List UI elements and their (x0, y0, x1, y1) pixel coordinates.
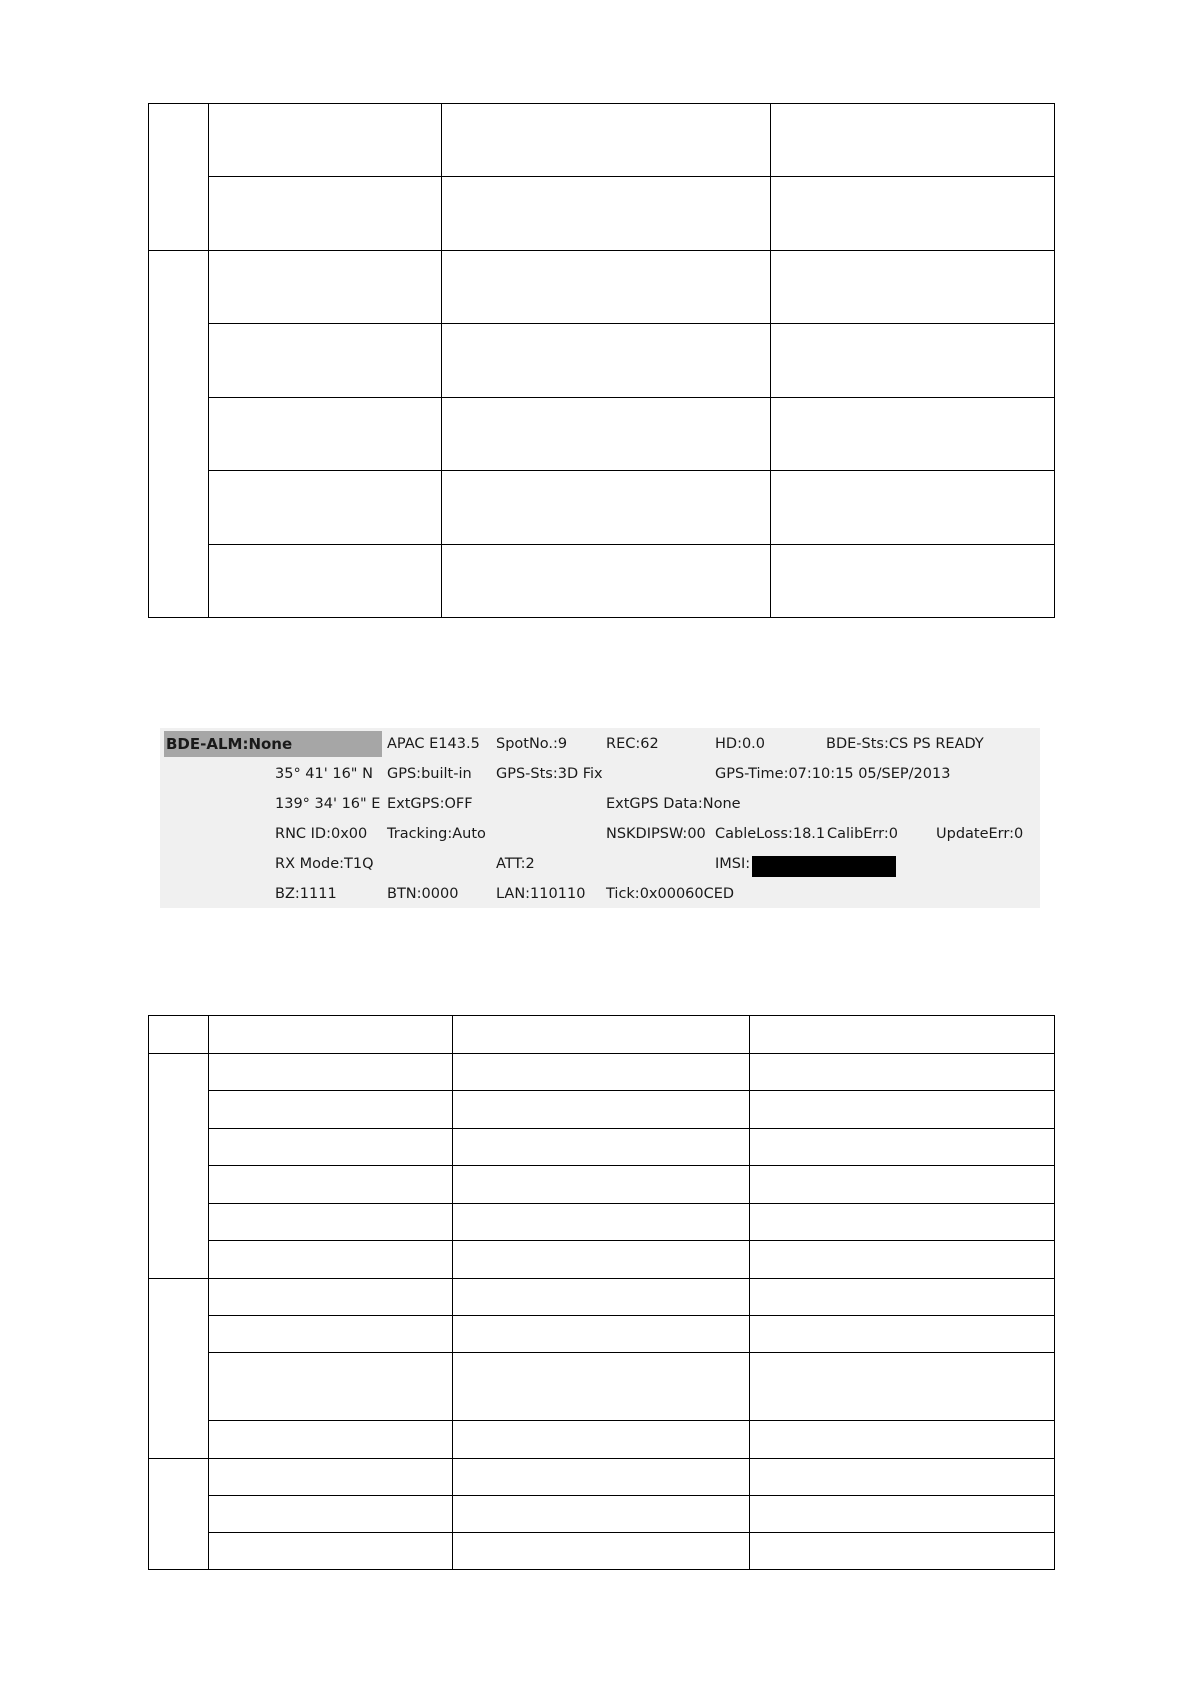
table-row (149, 1054, 1055, 1091)
table-cell (750, 1279, 1055, 1316)
table-cell (209, 545, 442, 618)
table-cell (453, 1166, 750, 1204)
table-row (149, 1166, 1055, 1204)
table-cell (750, 1054, 1055, 1091)
gps-source-label: GPS:built-in (387, 766, 472, 782)
table-row (149, 104, 1055, 177)
group-cell (149, 1054, 209, 1279)
table-cell (209, 471, 442, 545)
table-cell (209, 1459, 453, 1496)
table-cell (453, 1054, 750, 1091)
table-cell (442, 251, 771, 324)
table-row (149, 1091, 1055, 1129)
table-cell (209, 1316, 453, 1353)
table-row (149, 1129, 1055, 1166)
table-cell (442, 177, 771, 251)
rec-label: REC:62 (606, 736, 659, 752)
update-err-label: UpdateErr:0 (936, 826, 1024, 842)
table-cell (771, 104, 1055, 177)
table-cell (750, 1459, 1055, 1496)
table-cell (442, 398, 771, 471)
table-cell (209, 104, 442, 177)
table-cell (209, 398, 442, 471)
table-row (149, 545, 1055, 618)
table-cell (209, 251, 442, 324)
group-cell (149, 1279, 209, 1459)
table-cell (453, 1459, 750, 1496)
table-cell (750, 1496, 1055, 1533)
table-cell (453, 1279, 750, 1316)
table-cell (453, 1421, 750, 1459)
table-cell (453, 1091, 750, 1129)
table-cell (750, 1241, 1055, 1279)
table-row (149, 1316, 1055, 1353)
imsi-redaction-bar (752, 856, 896, 877)
table-cell (209, 1496, 453, 1533)
table-cell (442, 545, 771, 618)
table-cell (442, 324, 771, 398)
table-cell (453, 1316, 750, 1353)
rx-mode-label: RX Mode:T1Q (275, 856, 374, 872)
latitude-label: 35° 41' 16" N (275, 766, 373, 782)
att-label: ATT:2 (496, 856, 535, 872)
table-cell (750, 1533, 1055, 1570)
table-cell (453, 1129, 750, 1166)
table-cell (209, 1204, 453, 1241)
table-cell (750, 1091, 1055, 1129)
table-row (149, 398, 1055, 471)
table-row (149, 1421, 1055, 1459)
table-header-row (149, 1016, 1055, 1054)
table-cell (209, 1129, 453, 1166)
table-cell (209, 1353, 453, 1421)
top-table (148, 103, 1055, 618)
group-cell (149, 1459, 209, 1570)
table-cell (453, 1204, 750, 1241)
tick-label: Tick:0x00060CED (606, 886, 735, 902)
table-cell (453, 1533, 750, 1570)
table-cell (209, 177, 442, 251)
table-cell (209, 1016, 453, 1054)
table-cell (771, 251, 1055, 324)
group-cell (149, 251, 209, 618)
table-cell (209, 1421, 453, 1459)
alarm-label: BDE-ALM:None (164, 731, 382, 757)
table-cell (750, 1016, 1055, 1054)
table-cell (209, 1091, 453, 1129)
table-cell (771, 471, 1055, 545)
table-cell (209, 1166, 453, 1204)
table-cell (209, 324, 442, 398)
table-row (149, 251, 1055, 324)
table-row (149, 1204, 1055, 1241)
table-cell (771, 177, 1055, 251)
table-cell (149, 1016, 209, 1054)
ext-gps-data-label: ExtGPS Data:None (606, 796, 741, 812)
table-cell (750, 1166, 1055, 1204)
bz-label: BZ:1111 (275, 886, 337, 902)
table-cell (453, 1496, 750, 1533)
table-cell (771, 545, 1055, 618)
spot-label: SpotNo.:9 (496, 736, 568, 752)
table-cell (442, 471, 771, 545)
table-cell (209, 1241, 453, 1279)
table-cell (750, 1353, 1055, 1421)
table-cell (209, 1533, 453, 1570)
status-panel (160, 728, 1040, 908)
table-cell (771, 324, 1055, 398)
table-row (149, 1533, 1055, 1570)
gps-status-label: GPS-Sts:3D Fix (496, 766, 603, 782)
imsi-label: IMSI: (715, 856, 751, 872)
table-row (149, 177, 1055, 251)
hd-label: HD:0.0 (715, 736, 766, 752)
ext-gps-label: ExtGPS:OFF (387, 796, 473, 812)
table-row (149, 1279, 1055, 1316)
calib-err-label: CalibErr:0 (827, 826, 898, 842)
table-cell (750, 1204, 1055, 1241)
longitude-label: 139° 34' 16" E (275, 796, 381, 812)
table-cell (750, 1421, 1055, 1459)
table-row (149, 471, 1055, 545)
table-row (149, 324, 1055, 398)
rnc-id-label: RNC ID:0x00 (275, 826, 368, 842)
table-row (149, 1496, 1055, 1533)
group-cell (149, 104, 209, 251)
tracking-label: Tracking:Auto (387, 826, 486, 842)
btn-label: BTN:0000 (387, 886, 459, 902)
table-cell (453, 1016, 750, 1054)
table-cell (750, 1129, 1055, 1166)
table-row (149, 1459, 1055, 1496)
satellite-label: APAC E143.5 (387, 736, 480, 752)
nskdipsw-label: NSKDIPSW:00 (606, 826, 706, 842)
lan-label: LAN:110110 (496, 886, 586, 902)
gps-time-label: GPS-Time:07:10:15 05/SEP/2013 (715, 766, 951, 782)
bottom-table (148, 1015, 1055, 1570)
cable-loss-label: CableLoss:18.1 (715, 826, 826, 842)
table-cell (442, 104, 771, 177)
table-cell (209, 1279, 453, 1316)
table-cell (453, 1241, 750, 1279)
table-cell (750, 1316, 1055, 1353)
table-cell (771, 398, 1055, 471)
bde-status-label: BDE-Sts:CS PS READY (826, 736, 984, 752)
table-row (149, 1353, 1055, 1421)
table-cell (453, 1353, 750, 1421)
table-cell (209, 1054, 453, 1091)
table-row (149, 1241, 1055, 1279)
